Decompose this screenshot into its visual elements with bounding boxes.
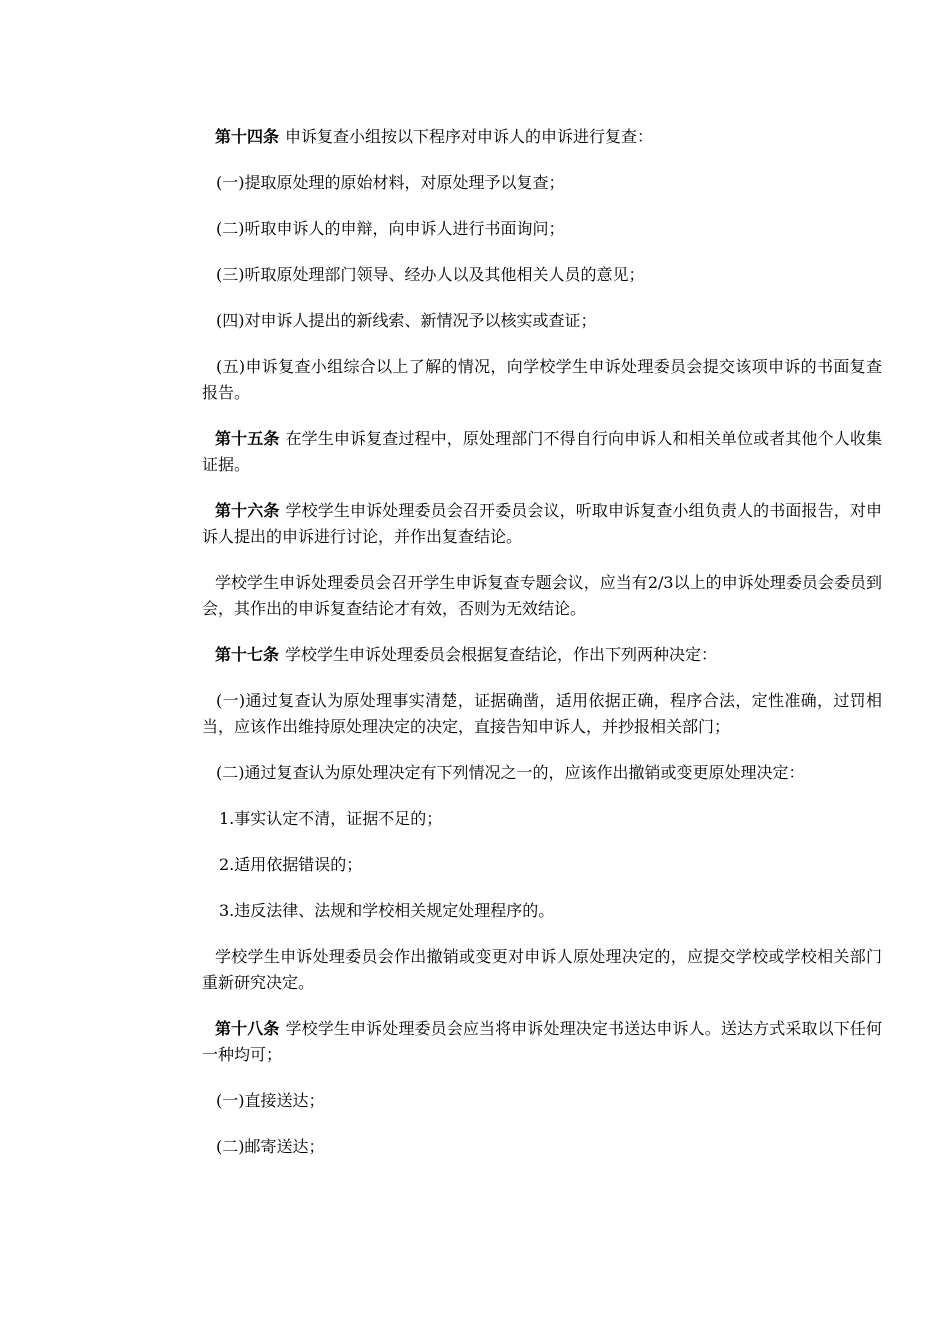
list-item: (二)听取申诉人的申辩，向申诉人进行书面询问； [216,219,565,238]
article-15 [202,426,882,478]
article-text: 申诉复查小组按以下程序对申诉人的申诉进行复查： [285,127,654,146]
document-body [202,124,882,1180]
article-heading: 第十六条 [215,501,280,520]
list-item: (一)通过复查认为原处理事实清楚，证据确凿，适用依据正确，程序合法，定性准确，过罚相当，应该作出维持原处理决定的决定，直接告知申诉人，并抄报相关部门； [202,691,882,736]
body-paragraph: 学校学生申诉处理委员会作出撤销或变更对申诉人原处理决定的，应提交学校或学校相关部门重新研究决定。 [202,947,882,992]
list-item: (四)对申诉人提出的新线索、新情况予以核实或查证； [216,311,597,330]
article-heading: 第十八条 [215,1019,280,1038]
article-text: 在学生申诉复查过程中，原处理部门不得自行向申诉人和相关单位或者其他个人收集证据。 [202,429,882,474]
article-17 [202,642,882,668]
article-text: 学校学生申诉处理委员会应当将申诉处理决定书送达申诉人。送达方式采取以下任何一种均可； [202,1019,882,1064]
list-item: (一)提取原处理的原始材料，对原处理予以复查； [216,173,565,192]
article-heading: 第十七条 [215,645,280,664]
article-text: 学校学生申诉处理委员会根据复查结论，作出下列两种决定： [285,645,718,664]
article-text: 学校学生申诉处理委员会召开委员会议，听取申诉复查小组负责人的书面报告，对申诉人提出的申诉进行讨论，并作出复查结论。 [202,501,882,546]
article-14 [202,124,882,150]
numbered-item: 1.事实认定不清，证据不足的； [219,809,443,828]
list-item: (二)通过复查认为原处理决定有下列情况之一的，应该作出撤销或变更原处理决定： [216,763,805,782]
list-item: (一)直接送达； [216,1091,325,1110]
article-heading: 第十四条 [215,127,280,146]
article-heading: 第十五条 [215,429,280,448]
list-item: (三)听取原处理部门领导、经办人以及其他相关人员的意见； [216,265,645,284]
article-16 [202,498,882,550]
list-item: (二)邮寄送达； [216,1137,325,1156]
numbered-item: 2.适用依据错误的； [219,855,363,874]
list-item: (五)申诉复查小组综合以上了解的情况，向学校学生申诉处理委员会提交该项申诉的书面复查报告。 [202,357,882,402]
body-paragraph: 学校学生申诉处理委员会召开学生申诉复查专题会议，应当有2/3以上的申诉处理委员会委员到会，其作出的申诉复查结论才有效，否则为无效结论。 [202,573,882,618]
numbered-item: 3.违反法律、法规和学校相关规定处理程序的。 [219,901,555,920]
article-18 [202,1016,882,1068]
